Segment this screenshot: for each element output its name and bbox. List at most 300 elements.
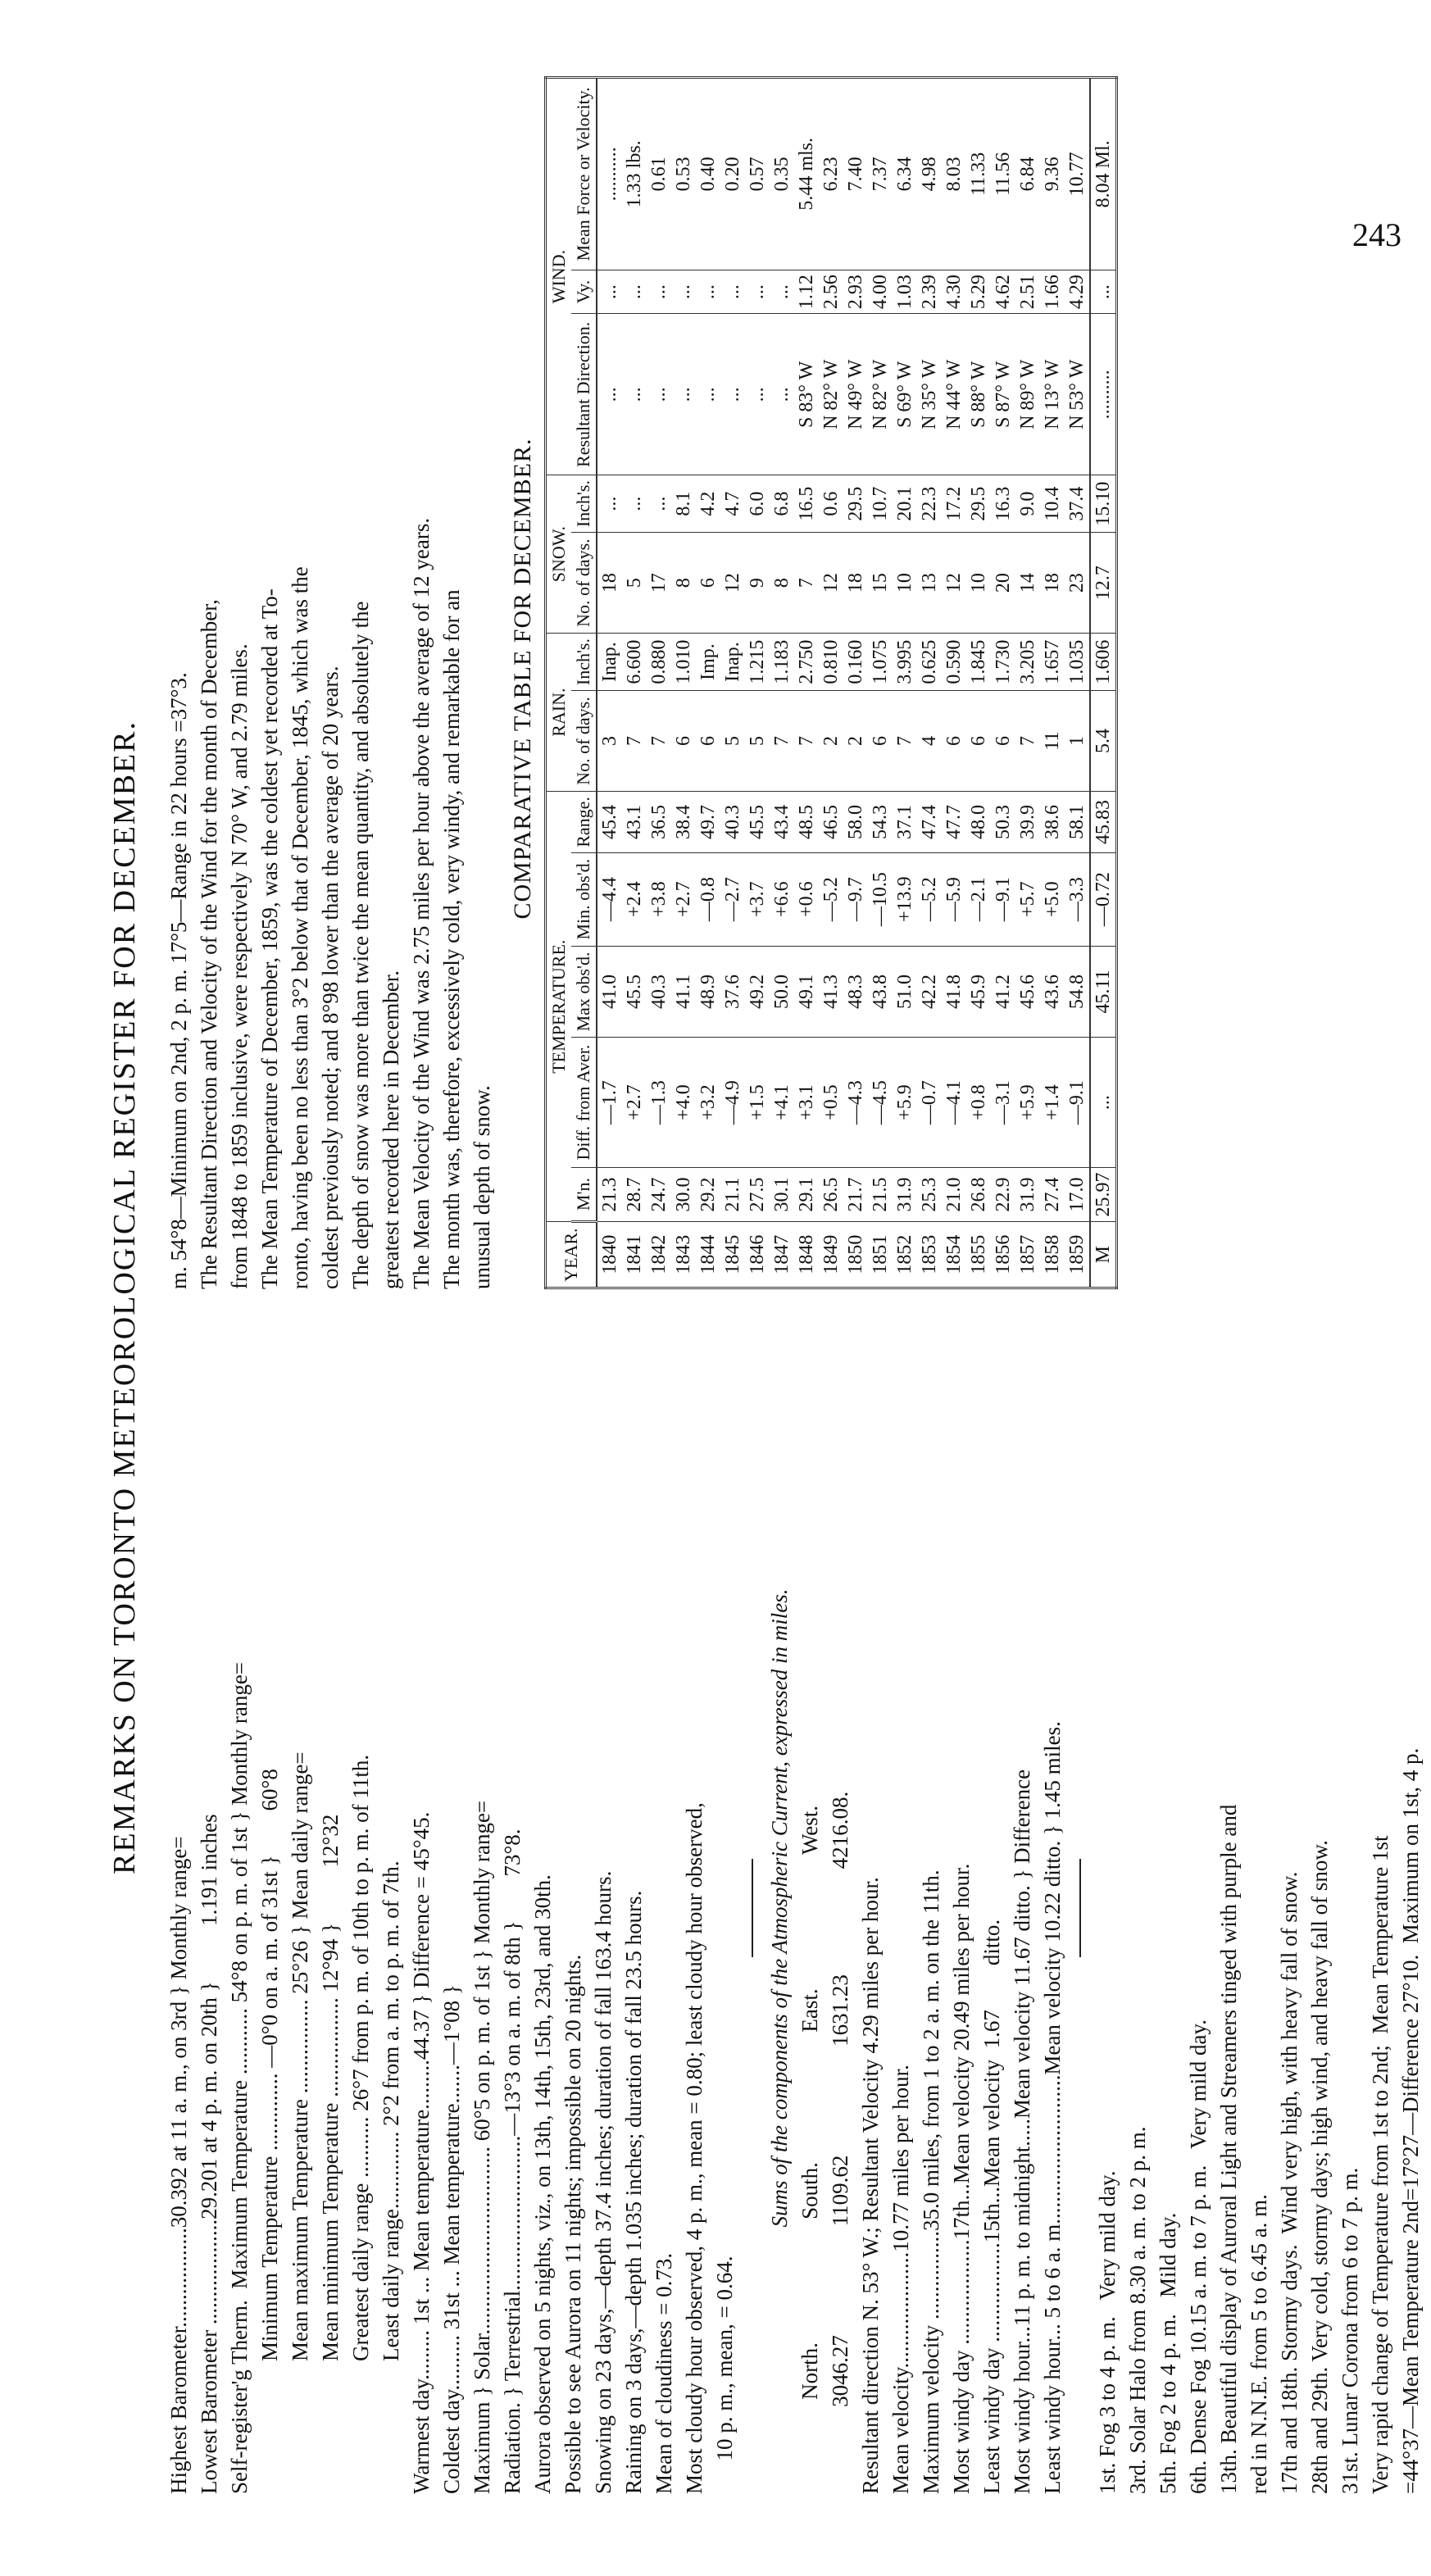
table-row	[868, 78, 893, 1288]
text-line: 1st. Fog 3 to 4 p. m. Very mild day.	[1095, 2170, 1120, 2494]
table-cell: +2.7	[671, 852, 696, 946]
sums-value-cell: 1631.23	[828, 1974, 852, 2047]
table-cell: 48.9	[696, 946, 720, 1038]
table-cell: 20	[991, 533, 1015, 634]
table-cell: 1850	[843, 1222, 868, 1288]
table-cell: —1.7	[597, 1038, 622, 1167]
text-line: Raining on 3 days,—depth 1.035 inches; duration of fall 23.5 hours.	[621, 1890, 646, 2494]
table-cell: 14	[1015, 533, 1040, 634]
table-cell: 43.6	[1040, 946, 1065, 1038]
table-cell: N 53° W	[1065, 314, 1090, 475]
table-cell: 6	[942, 690, 966, 791]
text-line: Maximum velocity ................35.0 miles, from 1 to 2 a. m. on the 11th.	[919, 1870, 943, 2494]
table-row	[843, 78, 868, 1288]
summary-list	[164, 1322, 740, 2494]
table-cell: 5.29	[966, 270, 991, 314]
table-footer-cell: 8.04 Ml.	[1090, 78, 1117, 270]
table-cell: 48.5	[794, 792, 819, 853]
table-cell: 1852	[893, 1222, 917, 1288]
table-cell: 26.5	[819, 1167, 843, 1222]
text-line: Most cloudy hour observed, 4 p. m., mean = 0.80; least cloudy hour observed,	[682, 1802, 706, 2494]
table-cell: +6.6	[770, 852, 794, 946]
text-line: 31st. Lunar Corona from 6 to 7 p. m.	[1338, 2167, 1362, 2494]
table-cell: 29.5	[843, 475, 868, 533]
table-header-cell: Max obs'd.	[571, 946, 597, 1038]
table-cell: 54.8	[1065, 946, 1090, 1038]
table-cell: 26.8	[966, 1167, 991, 1222]
table-cell: —5.2	[917, 852, 942, 946]
table-cell: 4.30	[942, 270, 966, 314]
table-header-cell: Inch's.	[571, 634, 597, 691]
table-cell: —4.3	[843, 1038, 868, 1167]
sums-values	[825, 1322, 856, 2494]
table-row	[819, 78, 843, 1288]
table-cell: N 82° W	[868, 314, 893, 475]
table-cell: 2	[819, 690, 843, 791]
table-cell: 11	[1040, 690, 1065, 791]
table-cell: 1849	[819, 1222, 843, 1288]
text-line: The Mean Velocity of the Wind was 2.75 miles per hour above the average of 12 years.	[409, 517, 434, 1289]
table-cell: 49.1	[794, 946, 819, 1038]
table-cell: ...	[597, 270, 622, 314]
text-line: Possible to see Aurora on 11 nights; impossible on 20 nights.	[561, 1954, 585, 2494]
text-line: The depth of snow was more than twice the mean quantity, and absolutely the	[348, 601, 373, 1289]
table-footer-cell: —0.72	[1090, 852, 1117, 946]
table-cell: 11.33	[966, 78, 991, 270]
table-cell: 1851	[868, 1222, 893, 1288]
table-cell: 0.160	[843, 634, 868, 691]
table-body	[597, 78, 1090, 1288]
table-cell: —1.3	[647, 1038, 671, 1167]
text-line: 17th and 18th. Stormy days. Wind very high, with heavy fall of snow.	[1277, 1871, 1302, 2494]
table-cell: 9	[745, 533, 770, 634]
text-line: m. 54°8—Minimum on 2nd, 2 p. m. 17°5—Range in 22 hours =37°3.	[166, 672, 191, 1289]
text-line: 6th. Dense Fog 10.15 a. m. to 7 p. m. Very mild day.	[1186, 2019, 1211, 2494]
table-cell: 1859	[1065, 1222, 1090, 1288]
text-line: Snowing on 23 days,—depth 37.4 inches; duration of fall 163.4 hours.	[591, 1870, 616, 2494]
sums-value-cell: 3046.27	[828, 2335, 852, 2407]
text-line: Mean velocity.....................10.77 miles per hour.	[888, 2065, 913, 2494]
table-group-cell: YEAR.	[546, 1222, 597, 1288]
table-cell: 0.6	[819, 475, 843, 533]
text-line: 13th. Beautiful display of Auroral Light and Streamers tinged with purple and	[1216, 1804, 1241, 2494]
table-footer-cell: 45.83	[1090, 792, 1117, 853]
table-cell: N 35° W	[917, 314, 942, 475]
table-cell: 28.7	[622, 1167, 647, 1222]
table-cell: 1855	[966, 1222, 991, 1288]
table-cell: 8.03	[942, 78, 966, 270]
table-header-cell: Mean Force or Velocity.	[571, 78, 597, 270]
table-header-cell: Diff. from Aver.	[571, 1038, 597, 1167]
table-cell: 5	[622, 533, 647, 634]
table-cell: 1.183	[770, 634, 794, 691]
table-cell: —9.1	[1065, 1038, 1090, 1167]
table-cell: 37.1	[893, 792, 917, 853]
table-cell: +1.4	[1040, 1038, 1065, 1167]
table-cell: 2.39	[917, 270, 942, 314]
table-cell: 0.40	[696, 78, 720, 270]
table-cell: 1843	[671, 1222, 696, 1288]
table-cell: —2.7	[720, 852, 745, 946]
text-line: Least windy hour... 5 to 6 a. m...........................Mean velocity 10.22 ditto. } 1.45 miles.	[1040, 1721, 1065, 2494]
table-cell: 4.7	[720, 475, 745, 533]
table-cell: 1840	[597, 1222, 622, 1288]
table-row	[647, 78, 671, 1288]
table-cell: 27.4	[1040, 1167, 1065, 1222]
table-cell: 1.215	[745, 634, 770, 691]
table-cell: —2.1	[966, 852, 991, 946]
table-cell: 24.7	[647, 1167, 671, 1222]
table-cell: 17.2	[942, 475, 966, 533]
table-cell: 4.2	[696, 475, 720, 533]
table-header-cell: No. of days.	[571, 533, 597, 634]
table-cell: 7.40	[843, 78, 868, 270]
table-cell: ...	[671, 314, 696, 475]
table-cell: Imp.	[696, 634, 720, 691]
table-footer-cell: 45.11	[1090, 946, 1117, 1038]
text-line: 10 p. m., mean, = 0.64.	[712, 2256, 737, 2494]
table-cell: ...	[696, 270, 720, 314]
table-cell: Inap.	[720, 634, 745, 691]
table-cell: +1.5	[745, 1038, 770, 1167]
table-cell: 49.7	[696, 792, 720, 853]
table-row	[622, 78, 647, 1288]
table-cell: +5.7	[1015, 852, 1040, 946]
table-cell: 9.0	[1015, 475, 1040, 533]
page-title: REMARKS ON TORONTO METEOROLOGICAL REGISTER FOR DECEMBER.	[107, 720, 142, 1874]
table-cell: +3.7	[745, 852, 770, 946]
table-cell: ...	[720, 270, 745, 314]
text-line: red in N.N.E. from 5 to 6.45 a. m.	[1247, 2194, 1271, 2494]
table-cell: 47.7	[942, 792, 966, 853]
table-cell: 9.36	[1040, 78, 1065, 270]
text-line: Least daily range.............. 2°2 from a. m. to p. m. of 7th.	[379, 1860, 403, 2494]
table-row	[1065, 78, 1090, 1288]
table-cell: 38.6	[1040, 792, 1065, 853]
table-cell: 6.84	[1015, 78, 1040, 270]
text-line: Least windy day ..................15th...Mean velocity 1.67 ditto.	[979, 1919, 1004, 2494]
table-cell: 4.00	[868, 270, 893, 314]
table-cell: —10.5	[868, 852, 893, 946]
table-cell: +4.1	[770, 1038, 794, 1167]
table-row	[794, 78, 819, 1288]
table-cell: 18	[1040, 533, 1065, 634]
table-cell: 2.93	[843, 270, 868, 314]
table-cell: 29.5	[966, 475, 991, 533]
table-cell: +3.1	[794, 1038, 819, 1167]
table-cell: +2.4	[622, 852, 647, 946]
table-cell: 54.3	[868, 792, 893, 853]
table-row	[696, 78, 720, 1288]
table-cell: 3.995	[893, 634, 917, 691]
table-cell: —3.1	[991, 1038, 1015, 1167]
table-footer-cell: 1.606	[1090, 634, 1117, 691]
table-cell: 10.77	[1065, 78, 1090, 270]
table-cell: 21.5	[868, 1167, 893, 1222]
text-line: Highest Barometer..................30.392 at 11 a. m., on 3rd } Monthly range=	[166, 1836, 191, 2494]
table-cell: ...	[622, 314, 647, 475]
sums-header-cell: North.	[797, 2342, 822, 2400]
table-cell: 50.0	[770, 946, 794, 1038]
table-cell: ...	[647, 270, 671, 314]
table-cell: +0.5	[819, 1038, 843, 1167]
table-cell: 17	[647, 533, 671, 634]
text-line: Greatest daily range ........... 26°7 from p. m. of 10th to p. m. of 11th.	[348, 1754, 373, 2494]
text-line: unusual depth of snow.	[470, 1085, 494, 1289]
table-cell: 47.4	[917, 792, 942, 853]
table-cell: 2.750	[794, 634, 819, 691]
sums-header-cell: South.	[797, 2162, 822, 2219]
table-cell: 1844	[696, 1222, 720, 1288]
text-line: =44°37—Mean Temperature 2nd=17°27—Difference 27°10. Maximum on 1st, 4 p.	[1398, 1747, 1423, 2494]
table-header-cell: Vy.	[571, 270, 597, 314]
table-cell: 48.3	[843, 946, 868, 1038]
table-cell: 21.1	[720, 1167, 745, 1222]
table-cell: 1.33 lbs.	[622, 78, 647, 270]
table-cell: ...	[622, 475, 647, 533]
table-cell: +3.2	[696, 1038, 720, 1167]
table-cell: 6	[991, 690, 1015, 791]
table-cell: —4.1	[942, 1038, 966, 1167]
table-cell: 7	[647, 690, 671, 791]
text-line: Self-register'g Therm. Maximum Temperature ............ 54°8 on p. m. of 1st } Monthly range=	[227, 1661, 252, 2494]
table-cell: 1.845	[966, 634, 991, 691]
divider	[752, 1859, 753, 1957]
table-cell: S 87° W	[991, 314, 1015, 475]
table-cell: 7	[794, 533, 819, 634]
sums-value-cell: 4216.08.	[828, 1791, 852, 1870]
table-cell: 3.205	[1015, 634, 1040, 691]
table-footer-cell: 25.97	[1090, 1167, 1117, 1222]
table-cell: —4.4	[597, 852, 622, 946]
table-cell: 4	[917, 690, 942, 791]
table-cell: N 44° W	[942, 314, 966, 475]
table-header	[571, 78, 597, 1288]
table-cell: 43.8	[868, 946, 893, 1038]
table-cell: +4.0	[671, 1038, 696, 1167]
text-line: 3rd. Solar Halo from 8.30 a. m. to 2 p. m.	[1125, 2126, 1150, 2494]
table-row	[1015, 78, 1040, 1288]
table-cell: —5.2	[819, 852, 843, 946]
table-cell: 1856	[991, 1222, 1015, 1288]
divider	[1079, 1859, 1081, 1957]
table-group-cell: RAIN.	[546, 634, 572, 792]
text-line: coldest previously noted; and 8°98 lower than the average of 20 years.	[318, 666, 343, 1289]
table-cell: 1858	[1040, 1222, 1065, 1288]
table-cell: 1.66	[1040, 270, 1065, 314]
text-line: Radiation. } Terrestrial............................—13°3 on a. m. of 8th } 73°8.	[500, 1829, 525, 2494]
table-header-cell: M'n.	[571, 1167, 597, 1222]
table-cell: 4.62	[991, 270, 1015, 314]
table-cell: ...	[647, 314, 671, 475]
table-cell: 40.3	[647, 946, 671, 1038]
table-cell: 1	[1065, 690, 1090, 791]
table-cell: 3	[597, 690, 622, 791]
table-cell: 20.1	[893, 475, 917, 533]
table-row	[597, 78, 622, 1288]
text-line: Most windy hour...11 p. m. to midnight.....Mean velocity 11.67 ditto. } Difference	[1010, 1769, 1034, 2494]
table-cell: ...	[745, 270, 770, 314]
text-line: Coldest day.......... 31st ... Mean temperature.......—1°08 }	[439, 1984, 464, 2494]
table-cell: S 83° W	[794, 314, 819, 475]
table-cell: 31.9	[893, 1167, 917, 1222]
text-line: ronto, having been no less than 3°2 below that of December, 1845, which was the	[288, 566, 312, 1289]
table-row	[770, 78, 794, 1288]
table-cell: 6.23	[819, 78, 843, 270]
table-group-cell: WIND.	[546, 78, 572, 475]
table-row	[942, 78, 966, 1288]
text-line: Very rapid change of Temperature from 1st to 2nd; Mean Temperature 1st	[1368, 1835, 1392, 2494]
table-cell: 0.810	[819, 634, 843, 691]
table-cell: 38.4	[671, 792, 696, 853]
table-cell: 0.590	[942, 634, 966, 691]
table-cell: 12	[942, 533, 966, 634]
table-cell: 6.0	[745, 475, 770, 533]
table-cell: —0.8	[696, 852, 720, 946]
table-cell: 1841	[622, 1222, 647, 1288]
table-row	[966, 78, 991, 1288]
table-cell: 41.8	[942, 946, 966, 1038]
table-cell: ...	[622, 270, 647, 314]
table-cell: 1845	[720, 1222, 745, 1288]
table-cell: 29.2	[696, 1167, 720, 1222]
table-cell: 48.0	[966, 792, 991, 853]
table-cell: 1.03	[893, 270, 917, 314]
table-cell: —5.9	[942, 852, 966, 946]
table-cell: 43.1	[622, 792, 647, 853]
table-cell: 10	[966, 533, 991, 634]
table-cell: 6	[696, 533, 720, 634]
text-line: Resultant direction N. 53° W.; Resultant Velocity 4.29 miles per hour.	[858, 1877, 883, 2494]
table-cell: +3.8	[647, 852, 671, 946]
table-cell: 16.3	[991, 475, 1015, 533]
table-footer-cell: 5.4	[1090, 690, 1117, 791]
table-cell: 10.7	[868, 475, 893, 533]
table-cell: 0.880	[647, 634, 671, 691]
table-cell: 58.1	[1065, 792, 1090, 853]
table-cell: N 13° W	[1040, 314, 1065, 475]
table-cell: 22.9	[991, 1167, 1015, 1222]
table-cell: 2.51	[1015, 270, 1040, 314]
table-cell: ...	[770, 314, 794, 475]
sums-headers	[795, 1322, 825, 2494]
text-line: 28th and 29th. Very cold, stormy days; high wind, and heavy fall of snow.	[1307, 1840, 1332, 2494]
table-cell: 6	[696, 690, 720, 791]
sums-value-cell: 1109.62	[828, 2155, 852, 2227]
table-cell: 18	[597, 533, 622, 634]
table-group-header	[546, 78, 572, 1288]
table-cell: 31.9	[1015, 1167, 1040, 1222]
table-cell: +0.6	[794, 852, 819, 946]
table-cell: 6	[671, 690, 696, 791]
table-cell: 8	[770, 533, 794, 634]
table-cell: 30.0	[671, 1167, 696, 1222]
table-cell: 49.2	[745, 946, 770, 1038]
table-cell: 8	[671, 533, 696, 634]
sums-header-cell: East.	[797, 1988, 822, 2033]
table-footer-cell: ...	[1090, 1038, 1117, 1167]
table-cell: 12	[720, 533, 745, 634]
table-cell: 25.3	[917, 1167, 942, 1222]
table-cell: 45.4	[597, 792, 622, 853]
table-cell: 5	[745, 690, 770, 791]
table-cell: 17.0	[1065, 1167, 1090, 1222]
table-group-cell: TEMPERATURE.	[546, 792, 572, 1222]
table-cell: 21.7	[843, 1167, 868, 1222]
table-cell: ...	[696, 314, 720, 475]
table-footer-cell: 12.7	[1090, 533, 1117, 634]
table-cell: 1857	[1015, 1222, 1040, 1288]
table-cell: 7.37	[868, 78, 893, 270]
table-cell: 21.0	[942, 1167, 966, 1222]
table-cell: 42.2	[917, 946, 942, 1038]
table-cell: N 82° W	[819, 314, 843, 475]
table-cell: 1842	[647, 1222, 671, 1288]
table-cell: 5.44 mls.	[794, 78, 819, 270]
table-cell: 43.4	[770, 792, 794, 853]
table-cell: ...	[647, 475, 671, 533]
table-cell: 13	[917, 533, 942, 634]
table-cell: 7	[1015, 690, 1040, 791]
table-cell: 6	[966, 690, 991, 791]
table-cell: 45.9	[966, 946, 991, 1038]
table-cell: 2	[843, 690, 868, 791]
table-cell: 4.98	[917, 78, 942, 270]
table-cell: 41.3	[819, 946, 843, 1038]
table-footer-cell: ..........	[1090, 314, 1117, 475]
table-cell: 45.6	[1015, 946, 1040, 1038]
table-cell: 2.56	[819, 270, 843, 314]
table-cell: 41.0	[597, 946, 622, 1038]
text-line: from 1848 to 1859 inclusive, were respectively N 70° W, and 2.79 miles.	[227, 643, 252, 1289]
table-cell: 6	[868, 690, 893, 791]
table-cell: 1.035	[1065, 634, 1090, 691]
table-cell: 45.5	[622, 946, 647, 1038]
left-column	[164, 1322, 1426, 2494]
table-header-cell: Resultant Direction.	[571, 314, 597, 475]
text-line: greatest recorded here in December.	[379, 970, 403, 1289]
table-cell: 1.657	[1040, 634, 1065, 691]
table-cell: 51.0	[893, 946, 917, 1038]
text-line: The Resultant Direction and Velocity of the Wind for the month of December,	[197, 599, 221, 1289]
text-line: Mean maximum Temperature ................. 25°26 } Mean daily range=	[288, 1751, 312, 2494]
table-row	[745, 78, 770, 1288]
text-line: Maximum } Solar.................................. 60°5 on p. m. of 1st } Monthly range=	[470, 1800, 494, 2494]
table-cell: S 88° W	[966, 314, 991, 475]
table-cell: 12	[819, 533, 843, 634]
table-cell: 4.29	[1065, 270, 1090, 314]
text-line: Lowest Barometer ...................29.201 at 4 p. m. on 20th } 1.191 inches	[197, 1814, 221, 2494]
table-cell: ...	[597, 475, 622, 533]
table-cell: 7	[770, 690, 794, 791]
table-cell: 7	[622, 690, 647, 791]
text-line: Most windy day ...................17th...Mean velocity 20.49 miles per hour.	[949, 1863, 974, 2494]
table-cell: —9.1	[991, 852, 1015, 946]
table-cell: 45.5	[745, 792, 770, 853]
table-cell: 23	[1065, 533, 1090, 634]
text-line: The month was, therefore, excessively cold, very windy, and remarkable for an	[439, 589, 464, 1289]
table-cell: 6.600	[622, 634, 647, 691]
table-cell: S 69° W	[893, 314, 917, 475]
table-cell: 1.730	[991, 634, 1015, 691]
page-number: 243	[1352, 216, 1401, 253]
table-cell: 46.5	[819, 792, 843, 853]
table-cell: 0.53	[671, 78, 696, 270]
table-cell: 37.6	[720, 946, 745, 1038]
table-row	[720, 78, 745, 1288]
table-header-cell: Min. obs'd.	[571, 852, 597, 946]
table-cell: 0.35	[770, 78, 794, 270]
